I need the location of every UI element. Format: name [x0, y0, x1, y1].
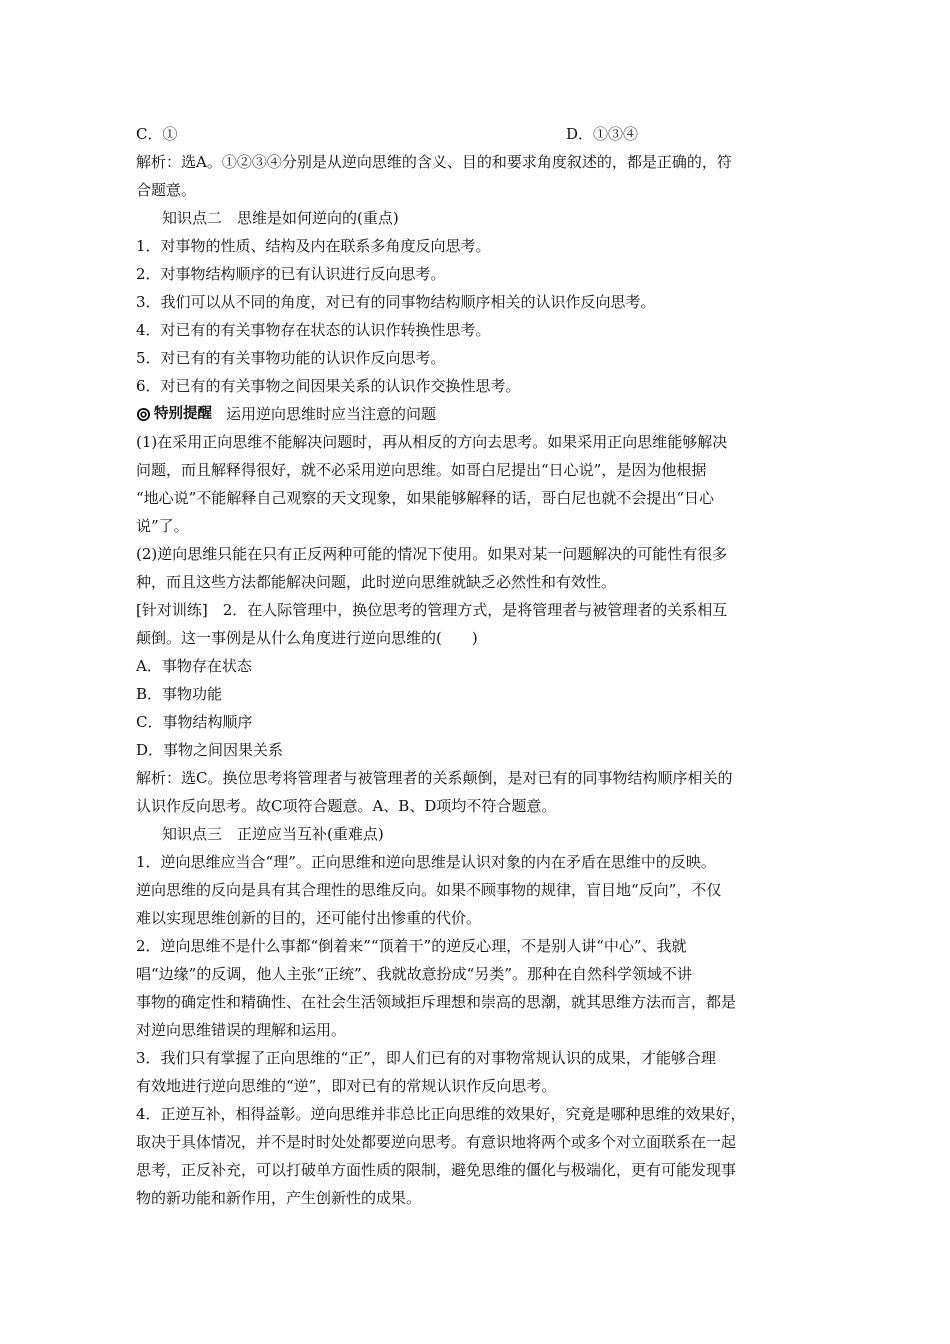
question-line: 颠倒。这一事例是从什么角度进行逆向思维的( ) — [136, 629, 478, 647]
list-item: 2．对事物结构顺序的已有认识进行反向思考。 — [136, 265, 446, 283]
exercise-question — [136, 596, 826, 652]
section-3-item-3 — [136, 1044, 826, 1100]
section-2-heading: 知识点二 思维是如何逆向的(重点) — [162, 209, 399, 227]
paragraph-line: 4．正逆互补，相得益彰。逆向思维并非总比正向思维的效果好，究竟是哪种思维的效果好， — [136, 1105, 746, 1123]
page-content — [136, 120, 826, 1212]
paragraph-line: 有效地进行逆向思维的“逆”，即对已有的常规认识作反向思考。 — [136, 1077, 557, 1095]
paragraph-line: (2)逆向思维只能在只有正反两种可能的情况下使用。如果对某一问题解决的可能性有很多 — [136, 545, 728, 563]
paragraph-line: “地心说”不能解释自己观察的天文现象，如果能够解释的话，哥白尼也就不会提出“日心 — [136, 489, 715, 507]
option-c: C．事物结构顺序 — [136, 713, 253, 731]
paragraph-line: 问题，而且解释得很好，就不必采用逆向思维。如哥白尼提出“日心说”，是因为他根据 — [136, 461, 707, 479]
paragraph-line: (1)在采用正向思维不能解决问题时，再从相反的方向去思考。如果采用正向思维能够解决 — [136, 433, 728, 451]
list-item: 3．我们可以从不同的角度，对已有的同事物结构顺序相关的认识作反向思考。 — [136, 293, 656, 311]
section-3-heading: 知识点三 正逆应当互补(重难点) — [162, 825, 384, 843]
list-item: 1．对事物的性质、结构及内在联系多角度反向思考。 — [136, 237, 491, 255]
notice-icon — [136, 407, 151, 422]
analysis-line: 合题意。 — [136, 181, 197, 199]
section-3-item-2 — [136, 932, 826, 1044]
option-d: D．①③④ — [566, 125, 639, 143]
analysis-1 — [136, 148, 826, 204]
paragraph-line: 唱“边缘”的反调，他人主张“正统”、我就故意扮成“另类”。那种在自然科学领域不讲 — [136, 965, 693, 983]
analysis-line: 解析：选A。①②③④分别是从逆向思维的含义、目的和要求角度叙述的，都是正确的，符 — [136, 153, 732, 171]
option-c: C．① — [136, 125, 178, 143]
paragraph-line: 种，而且这些方法都能解决问题，此时逆向思维就缺乏必然性和有效性。 — [136, 573, 617, 591]
list-item: 4．对已有的有关事物存在状态的认识作转换性思考。 — [136, 321, 491, 339]
exercise-options — [136, 652, 826, 764]
paragraph-line: 3．我们只有掌握了正向思维的“正”，即人们已有的对事物常规认识的成果，才能够合理 — [136, 1049, 716, 1067]
option-d: D．事物之间因果关系 — [136, 741, 284, 759]
list-item: 5．对已有的有关事物功能的认识作反向思考。 — [136, 349, 446, 367]
paragraph-line: 事物的确定性和精确性、在社会生活领域拒斥理想和崇高的思潮，就其思维方法而言，都是 — [136, 993, 737, 1011]
section-3-item-4 — [136, 1100, 826, 1212]
analysis-line: 解析：选C。换位思考将管理者与被管理者的关系颠倒，是对已有的同事物结构顺序相关的 — [136, 769, 733, 787]
paragraph-line: 难以实现思维创新的目的，还可能付出惨重的代价。 — [136, 909, 482, 927]
paragraph-line: 逆向思维的反向是具有其合理性的思维反向。如果不顾事物的规律，盲目地“反向”，不仅 — [136, 881, 722, 899]
section-2-items — [136, 232, 826, 400]
option-b: B．事物功能 — [136, 685, 223, 703]
paragraph-line: 思考，正反补充，可以打破单方面性质的限制，避免思维的僵化与极端化，更有可能发现事 — [136, 1161, 737, 1179]
notice-title: 运用逆向思维时应当注意的问题 — [226, 405, 437, 423]
paragraph-line: 物的新功能和新作用，产生创新性的成果。 — [136, 1189, 422, 1207]
exercise-analysis — [136, 764, 826, 820]
notice-label: 特别提醒 — [154, 406, 212, 422]
paragraph-line: 1．逆向思维应当合“理”。正向思维和逆向思维是认识对象的内在矛盾在思维中的反映。 — [136, 853, 716, 871]
paragraph-line: 取决于具体情况，并不是时时处处都要逆向思考。有意识地将两个或多个对立面联系在一起 — [136, 1133, 737, 1151]
paragraph-line: 说”了。 — [136, 517, 189, 535]
question-line: [针对训练] 2．在人际管理中，换位思考的管理方式，是将管理者与被管理者的关系相互 — [136, 601, 728, 619]
paragraph-line: 对逆向思维错误的理解和运用。 — [136, 1021, 347, 1039]
list-item: 6．对已有的有关事物之间因果关系的认识作交换性思考。 — [136, 377, 521, 395]
paragraph-line: 2．逆向思维不是什么事都“倒着来”“顶着干”的逆反心理，不是别人讲“中心”、我就 — [136, 937, 687, 955]
notice-paragraph-2 — [136, 540, 826, 596]
option-a: A．事物存在状态 — [136, 657, 252, 675]
section-3-item-1 — [136, 848, 826, 932]
answer-options-row — [136, 120, 826, 148]
notice-paragraph-1 — [136, 428, 826, 540]
notice-heading — [136, 400, 826, 428]
analysis-line: 认识作反向思考。故C项符合题意。A、B、D项均不符合题意。 — [136, 797, 557, 815]
